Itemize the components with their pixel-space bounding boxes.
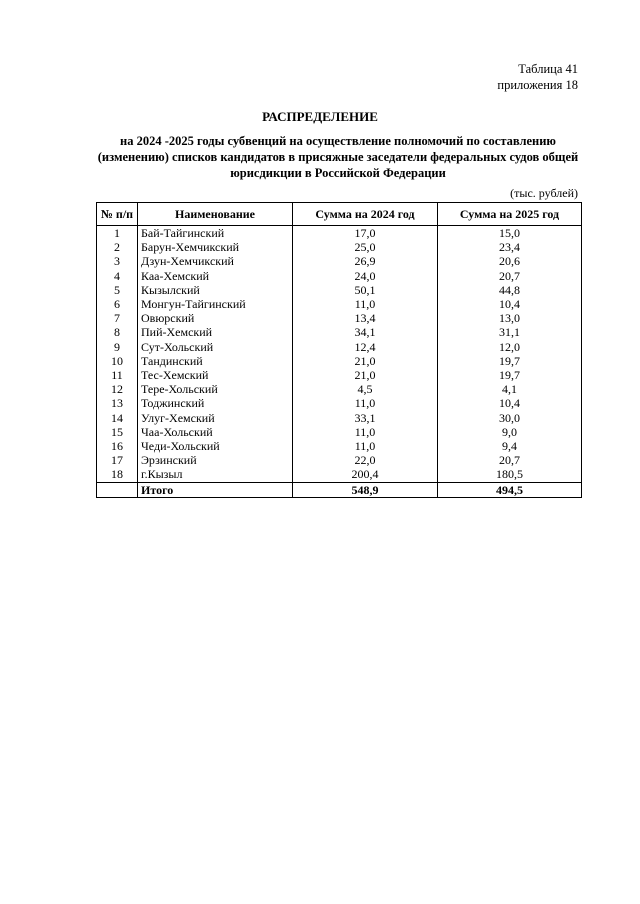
sum-2024: 11,0 xyxy=(293,396,438,410)
sum-2025: 20,7 xyxy=(438,453,582,467)
table-row xyxy=(97,467,582,482)
total-2024: 548,9 xyxy=(293,482,438,497)
district-name: Тоджинский xyxy=(138,396,293,410)
table-row xyxy=(97,340,582,354)
row-number: 1 xyxy=(97,226,138,241)
district-name: Улуг-Хемский xyxy=(138,411,293,425)
sum-2024: 11,0 xyxy=(293,297,438,311)
column-header-sum-2024: Сумма на 2024 год xyxy=(293,203,438,226)
sum-2024: 4,5 xyxy=(293,382,438,396)
table-row xyxy=(97,254,582,268)
sum-2025: 10,4 xyxy=(438,297,582,311)
column-header-number: № п/п xyxy=(97,203,138,226)
table-row xyxy=(97,396,582,410)
row-number: 5 xyxy=(97,283,138,297)
table-number: Таблица 41 xyxy=(518,62,578,76)
total-label: Итого xyxy=(138,482,293,497)
table-row xyxy=(97,269,582,283)
sum-2025: 23,4 xyxy=(438,240,582,254)
sum-2025: 9,0 xyxy=(438,425,582,439)
units-label: (тыс. рублей) xyxy=(510,186,578,200)
sum-2025: 31,1 xyxy=(438,325,582,339)
row-number: 18 xyxy=(97,467,138,482)
row-number: 7 xyxy=(97,311,138,325)
row-number: 4 xyxy=(97,269,138,283)
sum-2024: 24,0 xyxy=(293,269,438,283)
sum-2024: 33,1 xyxy=(293,411,438,425)
table-row xyxy=(97,382,582,396)
sum-2025: 30,0 xyxy=(438,411,582,425)
table-reference xyxy=(497,62,578,93)
table-row xyxy=(97,325,582,339)
district-name: Тере-Хольский xyxy=(138,382,293,396)
sum-2024: 34,1 xyxy=(293,325,438,339)
table-row xyxy=(97,368,582,382)
total-number xyxy=(97,482,138,497)
row-number: 17 xyxy=(97,453,138,467)
sum-2025: 19,7 xyxy=(438,368,582,382)
district-name: Эрзинский xyxy=(138,453,293,467)
sum-2024: 12,4 xyxy=(293,340,438,354)
distribution-table xyxy=(96,202,582,498)
district-name: Пий-Хемский xyxy=(138,325,293,339)
table-header-row xyxy=(97,203,582,226)
district-name: Овюрский xyxy=(138,311,293,325)
sum-2024: 22,0 xyxy=(293,453,438,467)
table-row xyxy=(97,411,582,425)
sum-2024: 21,0 xyxy=(293,368,438,382)
sum-2024: 26,9 xyxy=(293,254,438,268)
column-header-sum-2025: Сумма на 2025 год xyxy=(438,203,582,226)
row-number: 10 xyxy=(97,354,138,368)
sum-2024: 50,1 xyxy=(293,283,438,297)
sum-2025: 20,6 xyxy=(438,254,582,268)
district-name: Монгун-Тайгинский xyxy=(138,297,293,311)
sum-2025: 20,7 xyxy=(438,269,582,283)
row-number: 8 xyxy=(97,325,138,339)
table-row xyxy=(97,425,582,439)
sum-2025: 19,7 xyxy=(438,354,582,368)
district-name: Тес-Хемский xyxy=(138,368,293,382)
sum-2025: 15,0 xyxy=(438,226,582,241)
sum-2025: 44,8 xyxy=(438,283,582,297)
district-name: г.Кызыл xyxy=(138,467,293,482)
table-row xyxy=(97,439,582,453)
sum-2024: 17,0 xyxy=(293,226,438,241)
district-name: Каа-Хемский xyxy=(138,269,293,283)
district-name: Бай-Тайгинский xyxy=(138,226,293,241)
district-name: Кызылский xyxy=(138,283,293,297)
table-row xyxy=(97,283,582,297)
sum-2025: 10,4 xyxy=(438,396,582,410)
table-row xyxy=(97,297,582,311)
column-header-name: Наименование xyxy=(138,203,293,226)
row-number: 11 xyxy=(97,368,138,382)
district-name: Тандинский xyxy=(138,354,293,368)
sum-2024: 21,0 xyxy=(293,354,438,368)
district-name: Чеди-Хольский xyxy=(138,439,293,453)
sum-2024: 13,4 xyxy=(293,311,438,325)
row-number: 13 xyxy=(97,396,138,410)
sum-2025: 13,0 xyxy=(438,311,582,325)
row-number: 15 xyxy=(97,425,138,439)
sum-2025: 180,5 xyxy=(438,467,582,482)
sum-2025: 12,0 xyxy=(438,340,582,354)
sum-2024: 25,0 xyxy=(293,240,438,254)
sum-2024: 11,0 xyxy=(293,439,438,453)
document-title: РАСПРЕДЕЛЕНИЕ xyxy=(262,109,378,124)
row-number: 3 xyxy=(97,254,138,268)
district-name: Чаа-Хольский xyxy=(138,425,293,439)
appendix-number: приложения 18 xyxy=(497,77,578,92)
table-row xyxy=(97,226,582,241)
row-number: 6 xyxy=(97,297,138,311)
table-row xyxy=(97,354,582,368)
district-name: Сут-Хольский xyxy=(138,340,293,354)
sum-2025: 4,1 xyxy=(438,382,582,396)
document-subtitle: на 2024 -2025 годы субвенций на осуществление полномочий по составлению (изменению) списков кандидатов в присяжные заседатели федеральных судов общей юрисдикции в Российской Федерации xyxy=(97,134,579,180)
table-row xyxy=(97,240,582,254)
total-2025: 494,5 xyxy=(438,482,582,497)
sum-2025: 9,4 xyxy=(438,439,582,453)
total-row xyxy=(97,482,582,497)
table-row xyxy=(97,453,582,467)
sum-2024: 11,0 xyxy=(293,425,438,439)
table-body xyxy=(97,226,582,498)
row-number: 12 xyxy=(97,382,138,396)
row-number: 2 xyxy=(97,240,138,254)
district-name: Дзун-Хемчикский xyxy=(138,254,293,268)
district-name: Барун-Хемчикский xyxy=(138,240,293,254)
table-row xyxy=(97,311,582,325)
row-number: 9 xyxy=(97,340,138,354)
row-number: 14 xyxy=(97,411,138,425)
row-number: 16 xyxy=(97,439,138,453)
sum-2024: 200,4 xyxy=(293,467,438,482)
